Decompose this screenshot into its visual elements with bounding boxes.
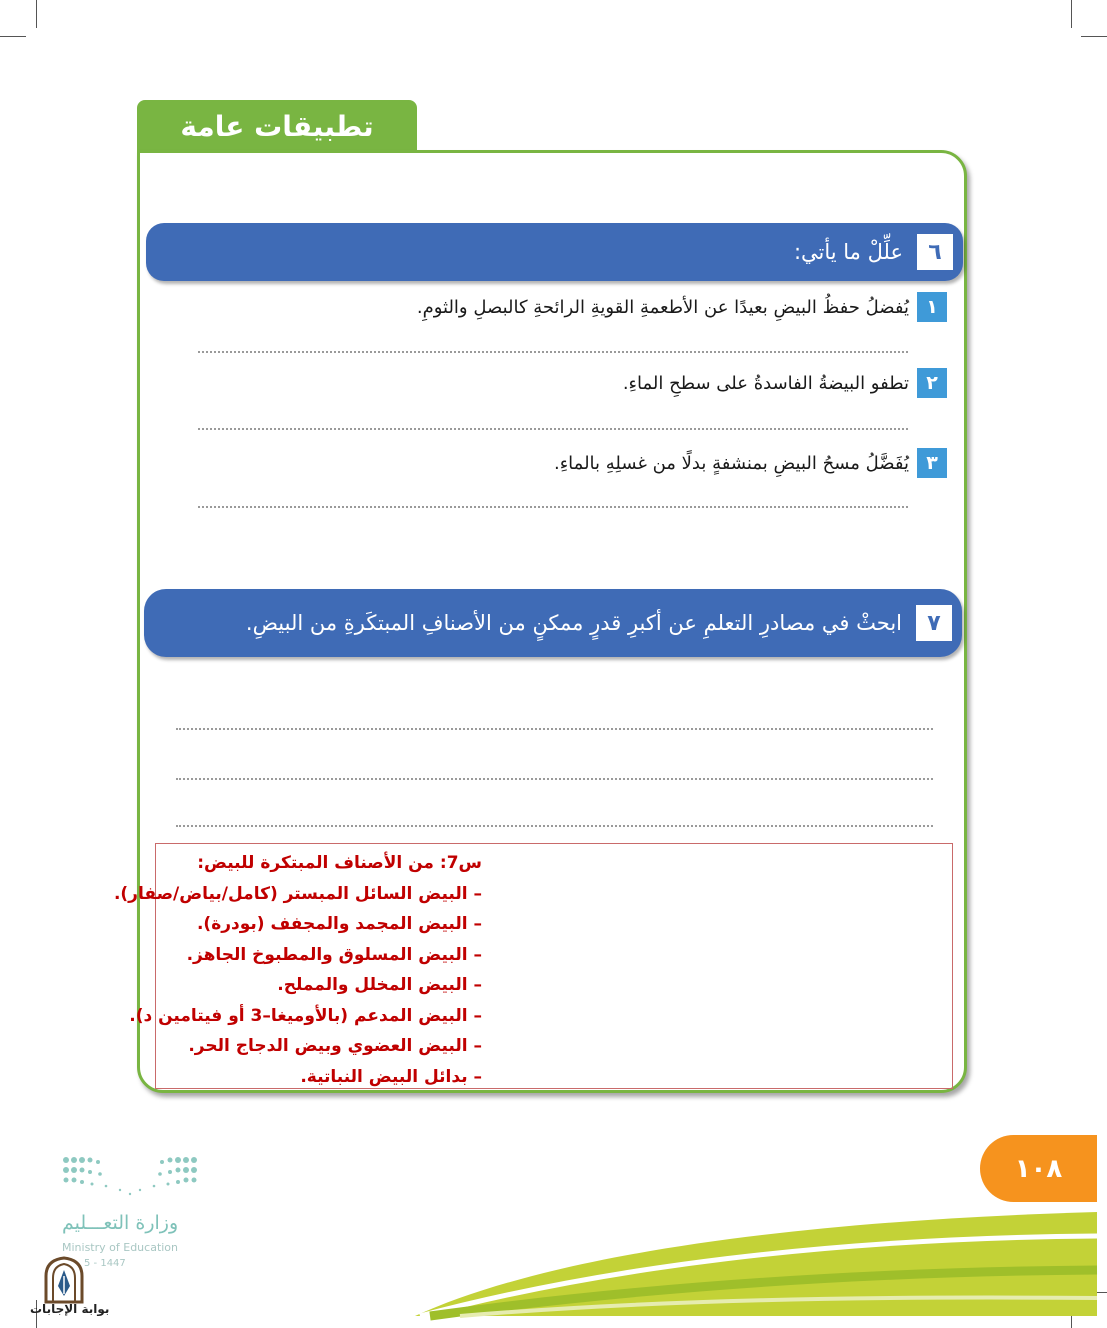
question-item-3 xyxy=(554,448,947,478)
ministry-name-arabic: وزارة التعـــليم xyxy=(62,1212,179,1234)
answer-line[interactable] xyxy=(176,728,933,730)
crop-mark xyxy=(1081,36,1107,37)
answer-line-text: – البيض المسلوق والمطبوخ الجاهز. xyxy=(186,944,482,965)
page-number xyxy=(980,1135,1097,1202)
crop-mark xyxy=(1071,1300,1072,1328)
ministry-name-english: Ministry of Education xyxy=(62,1241,179,1254)
item-number: ١ xyxy=(917,292,947,322)
question-number: ٧ xyxy=(916,605,952,641)
answer-line-text: س7: من الأصناف المبتكرة للبيض: xyxy=(197,853,482,873)
item-text: يُفضلُ حفظُ البيضِ بعيدًا عن الأطعمةِ القويةِ الرائحةِ كالبصلِ والثومِ. xyxy=(416,296,909,318)
answer-line-text: – البيض العضوي وبيض الدجاج الحر. xyxy=(188,1036,482,1056)
crop-mark xyxy=(1071,0,1072,28)
section-title-tab xyxy=(137,100,417,152)
item-text: تطفو البيضةُ الفاسدةُ على سطحِ الماءِ. xyxy=(622,372,909,394)
answer-line[interactable] xyxy=(198,506,908,508)
question-number: ٦ xyxy=(917,234,953,270)
portal-label: بوابة الإجابات xyxy=(30,1302,110,1316)
answer-line[interactable] xyxy=(176,825,933,827)
answer-line[interactable] xyxy=(198,428,908,430)
ministry-logo-icon xyxy=(60,1152,200,1202)
answer-line-text: – بدائل البيض النباتية. xyxy=(300,1066,482,1087)
question-7-header xyxy=(144,589,962,657)
section-title: تطبيقات عامة xyxy=(180,109,374,143)
answer-line-text: – البيض المخلل والمملح. xyxy=(277,975,482,995)
answer-line-text: – البيض المدعم (بالأوميغا–3 أو فيتامين د). xyxy=(129,1005,482,1026)
answer-line-text: – البيض المجمد والمجفف (بودرة). xyxy=(196,914,482,934)
question-title: علِّلْ ما يأتي: xyxy=(793,240,903,264)
answer-line[interactable] xyxy=(176,778,933,780)
answer-line-text: – البيض السائل المبستر (كامل/بياض/صفار). xyxy=(113,883,482,904)
question-item-1 xyxy=(417,292,947,322)
crop-mark xyxy=(0,36,26,37)
page-number-text: ١٠٨ xyxy=(1014,1153,1063,1184)
crop-mark xyxy=(36,0,37,28)
answer-line[interactable] xyxy=(198,351,908,353)
item-number: ٢ xyxy=(917,368,947,398)
crop-mark xyxy=(1081,1292,1107,1293)
question-title: ابحثْ في مصادرِ التعلمِ عن أكبرِ قدرٍ ممكنٍ من الأصنافِ المبتكَرةِ من البيضِ. xyxy=(245,611,902,635)
item-number: ٣ xyxy=(917,448,947,478)
answer-box xyxy=(113,843,953,1089)
item-text: يُفَضَّلُ مسحُ البيضِ بمنشفةٍ بدلًا من غسلِهِ بالماءِ. xyxy=(554,452,909,474)
question-item-2 xyxy=(623,368,947,398)
portal-logo-icon xyxy=(42,1256,86,1304)
question-6-header xyxy=(146,223,963,281)
ministry-year: 5 - 1447 xyxy=(84,1258,126,1269)
